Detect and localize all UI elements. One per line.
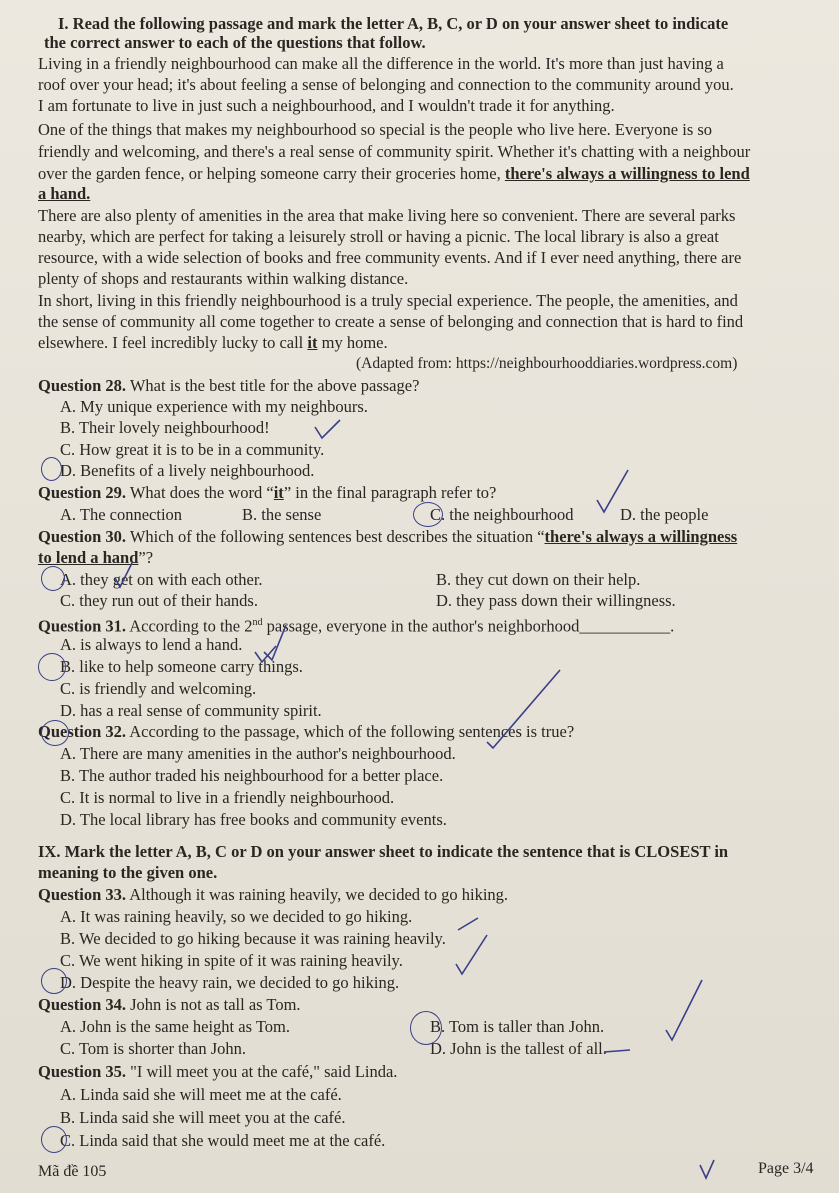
option-d[interactable]: D. Despite the heavy rain, we decided to go hiking.: [60, 973, 400, 992]
passage-line: resource, with a wide selection of books and free community events. And if I ever need anything, there are: [38, 248, 742, 267]
question-35: [38, 1062, 397, 1082]
option-b[interactable]: B. they cut down on their help.: [436, 570, 641, 589]
option-b[interactable]: B. like to help someone carry things.: [60, 657, 303, 676]
section-instruction: I. Read the following passage and mark the letter A, B, C, or D on your answer sheet to indicate: [58, 14, 729, 33]
answer-circle-mark: [41, 1126, 67, 1153]
question-32: [38, 722, 574, 742]
option-b[interactable]: B. Their lovely neighbourhood!: [60, 418, 270, 437]
option-b[interactable]: B. Tom is taller than John.: [430, 1017, 605, 1036]
question-text: John is not as tall as Tom.: [126, 995, 301, 1014]
passage-line: In short, living in this friendly neighbourhood is a truly special experience. The people, the amenities, and: [38, 291, 738, 310]
question-label: Question 33.: [38, 885, 127, 904]
exam-code: Mã đề 105: [38, 1163, 107, 1180]
answer-circle-mark: [413, 502, 443, 527]
option-c[interactable]: C. We went hiking in spite of it was raining heavily.: [60, 951, 403, 970]
option-c[interactable]: C. is friendly and welcoming.: [60, 679, 257, 698]
passage-line: Living in a friendly neighbourhood can make all the difference in the world. It's more than just having a: [38, 54, 724, 73]
passage-text: my home.: [317, 333, 388, 352]
question-text: Which of the following sentences best describes the situation “: [126, 527, 545, 546]
option-d[interactable]: D. the people: [620, 505, 709, 524]
question-text: According to the 2: [126, 616, 253, 636]
option-c[interactable]: C. It is normal to live in a friendly neighbourhood.: [60, 788, 395, 807]
question-text: "I will meet you at the café," said Linda.: [126, 1062, 398, 1081]
section-instruction: the correct answer to each of the questions that follow.: [44, 33, 426, 52]
question-label: Question 35.: [38, 1062, 127, 1081]
option-a[interactable]: A. is always to lend a hand.: [60, 635, 243, 654]
option-a[interactable]: A. The connection: [60, 505, 183, 524]
question-28: [38, 376, 419, 396]
option-a[interactable]: A. It was raining heavily, so we decided to go hiking.: [60, 907, 413, 926]
question-text: According to the passage, which of the following sentences is true?: [126, 722, 575, 741]
question-label: Question 29.: [38, 483, 127, 502]
passage-line: There are also plenty of amenities in the area that make living here so convenient. There are several parks: [38, 206, 736, 225]
question-text: ”?: [138, 548, 154, 567]
referenced-word: it: [273, 483, 284, 502]
passage-line: friendly and welcoming, and there's a real sense of community spirit. Whether it's chatting with a neighbour: [38, 142, 751, 161]
check-mark-icon: [700, 1160, 714, 1178]
passage-text: elsewhere. I feel incredibly lucky to call: [38, 333, 308, 352]
question-label: Question 34.: [38, 995, 127, 1014]
question-29: [38, 483, 496, 503]
highlighted-phrase: to lend a hand: [38, 548, 139, 567]
question-text: passage, everyone in the author's neighborhood: [262, 616, 580, 636]
answer-circle-mark: [410, 1011, 442, 1045]
option-c[interactable]: C. How great it is to be in a community.: [60, 440, 325, 459]
option-b[interactable]: B. We decided to go hiking because it was raining heavily.: [60, 929, 446, 948]
option-a[interactable]: A. they get on with each other.: [60, 570, 263, 589]
highlighted-phrase: there's always a willingness to lend: [504, 164, 750, 183]
question-label: Question 31.: [38, 616, 127, 636]
passage-line: [38, 164, 750, 184]
question-text: What is the best title for the above passage?: [126, 376, 420, 395]
option-d[interactable]: D. has a real sense of community spirit.: [60, 701, 322, 720]
option-c[interactable]: C. the neighbourhood: [430, 505, 574, 524]
check-mark-icon: [604, 1050, 630, 1052]
passage-line: I am fortunate to live in just such a neighbourhood, and I wouldn't trade it for anything.: [38, 96, 615, 115]
option-a[interactable]: A. Linda said she will meet me at the café.: [60, 1085, 342, 1104]
answer-circle-mark: [38, 653, 66, 681]
option-b[interactable]: B. The author traded his neighbourhood for a better place.: [60, 766, 444, 785]
answer-circle-mark: [41, 566, 65, 591]
passage-source: (Adapted from: https://neighbourhooddiaries.wordpress.com): [356, 355, 738, 372]
page-number: Page 3/4: [758, 1160, 814, 1177]
option-c[interactable]: C. they run out of their hands.: [60, 591, 258, 610]
option-d[interactable]: D. Benefits of a lively neighbourhood.: [60, 461, 315, 480]
option-c[interactable]: C. Linda said that she would meet me at the café.: [60, 1131, 386, 1150]
check-mark-icon: [456, 935, 487, 974]
question-text: ” in the final paragraph refer to?: [283, 483, 497, 502]
question-33: [38, 885, 508, 905]
option-b[interactable]: B. Linda said she will meet you at the café.: [60, 1108, 346, 1127]
passage-text: over the garden fence, or helping someone carry their groceries home,: [38, 164, 505, 183]
question-label: Question 32.: [38, 722, 127, 741]
check-mark-icon: [458, 918, 478, 930]
question-30: [38, 527, 737, 547]
option-d[interactable]: D. The local library has free books and community events.: [60, 810, 447, 829]
question-31: [38, 613, 674, 637]
answer-blank: ___________.: [579, 616, 675, 636]
passage-line: nearby, which are perfect for taking a leisurely stroll or having a picnic. The local library is also a great: [38, 227, 719, 246]
question-label: Question 30.: [38, 527, 127, 546]
section-instruction: meaning to the given one.: [38, 863, 218, 882]
highlighted-phrase: a hand.: [38, 184, 91, 203]
passage-line: plenty of shops and restaurants within walking distance.: [38, 269, 409, 288]
option-a[interactable]: A. My unique experience with my neighbours.: [60, 397, 368, 416]
check-mark-icon: [666, 980, 702, 1040]
question-30-cont: [38, 548, 153, 568]
check-mark-icon: [315, 420, 340, 438]
option-a[interactable]: A. John is the same height as Tom.: [60, 1017, 290, 1036]
answer-circle-mark: [41, 720, 69, 746]
option-d[interactable]: D. they pass down their willingness.: [436, 591, 676, 610]
passage-line: One of the things that makes my neighbourhood so special is the people who live here. Everyone is so: [38, 120, 713, 139]
question-text: Although it was raining heavily, we decided to go hiking.: [126, 885, 509, 904]
answer-circle-mark: [42, 463, 64, 489]
question-label: Question 28.: [38, 376, 127, 395]
option-c[interactable]: C. Tom is shorter than John.: [60, 1039, 246, 1058]
question-34: [38, 995, 301, 1015]
section-instruction: IX. Mark the letter A, B, C or D on your answer sheet to indicate the sentence that is CLOSEST in: [38, 842, 729, 861]
question-text: What does the word “: [126, 483, 274, 502]
option-a[interactable]: A. There are many amenities in the author's neighbourhood.: [60, 744, 456, 763]
option-d[interactable]: D. John is the tallest of all.: [430, 1039, 607, 1058]
option-b[interactable]: B. the sense: [242, 505, 322, 524]
highlighted-word: it: [307, 333, 318, 352]
passage-line: roof over your head; it's about feeling a sense of belonging and connection to the community around you.: [38, 75, 734, 94]
passage-line: [38, 333, 388, 353]
ordinal-suffix: nd: [252, 617, 263, 628]
answer-circle-mark: [41, 968, 67, 994]
highlighted-phrase: there's always a willingness: [544, 527, 738, 546]
passage-line: the sense of community all come together to create a sense of belonging and connection that is hard to find: [38, 312, 744, 331]
